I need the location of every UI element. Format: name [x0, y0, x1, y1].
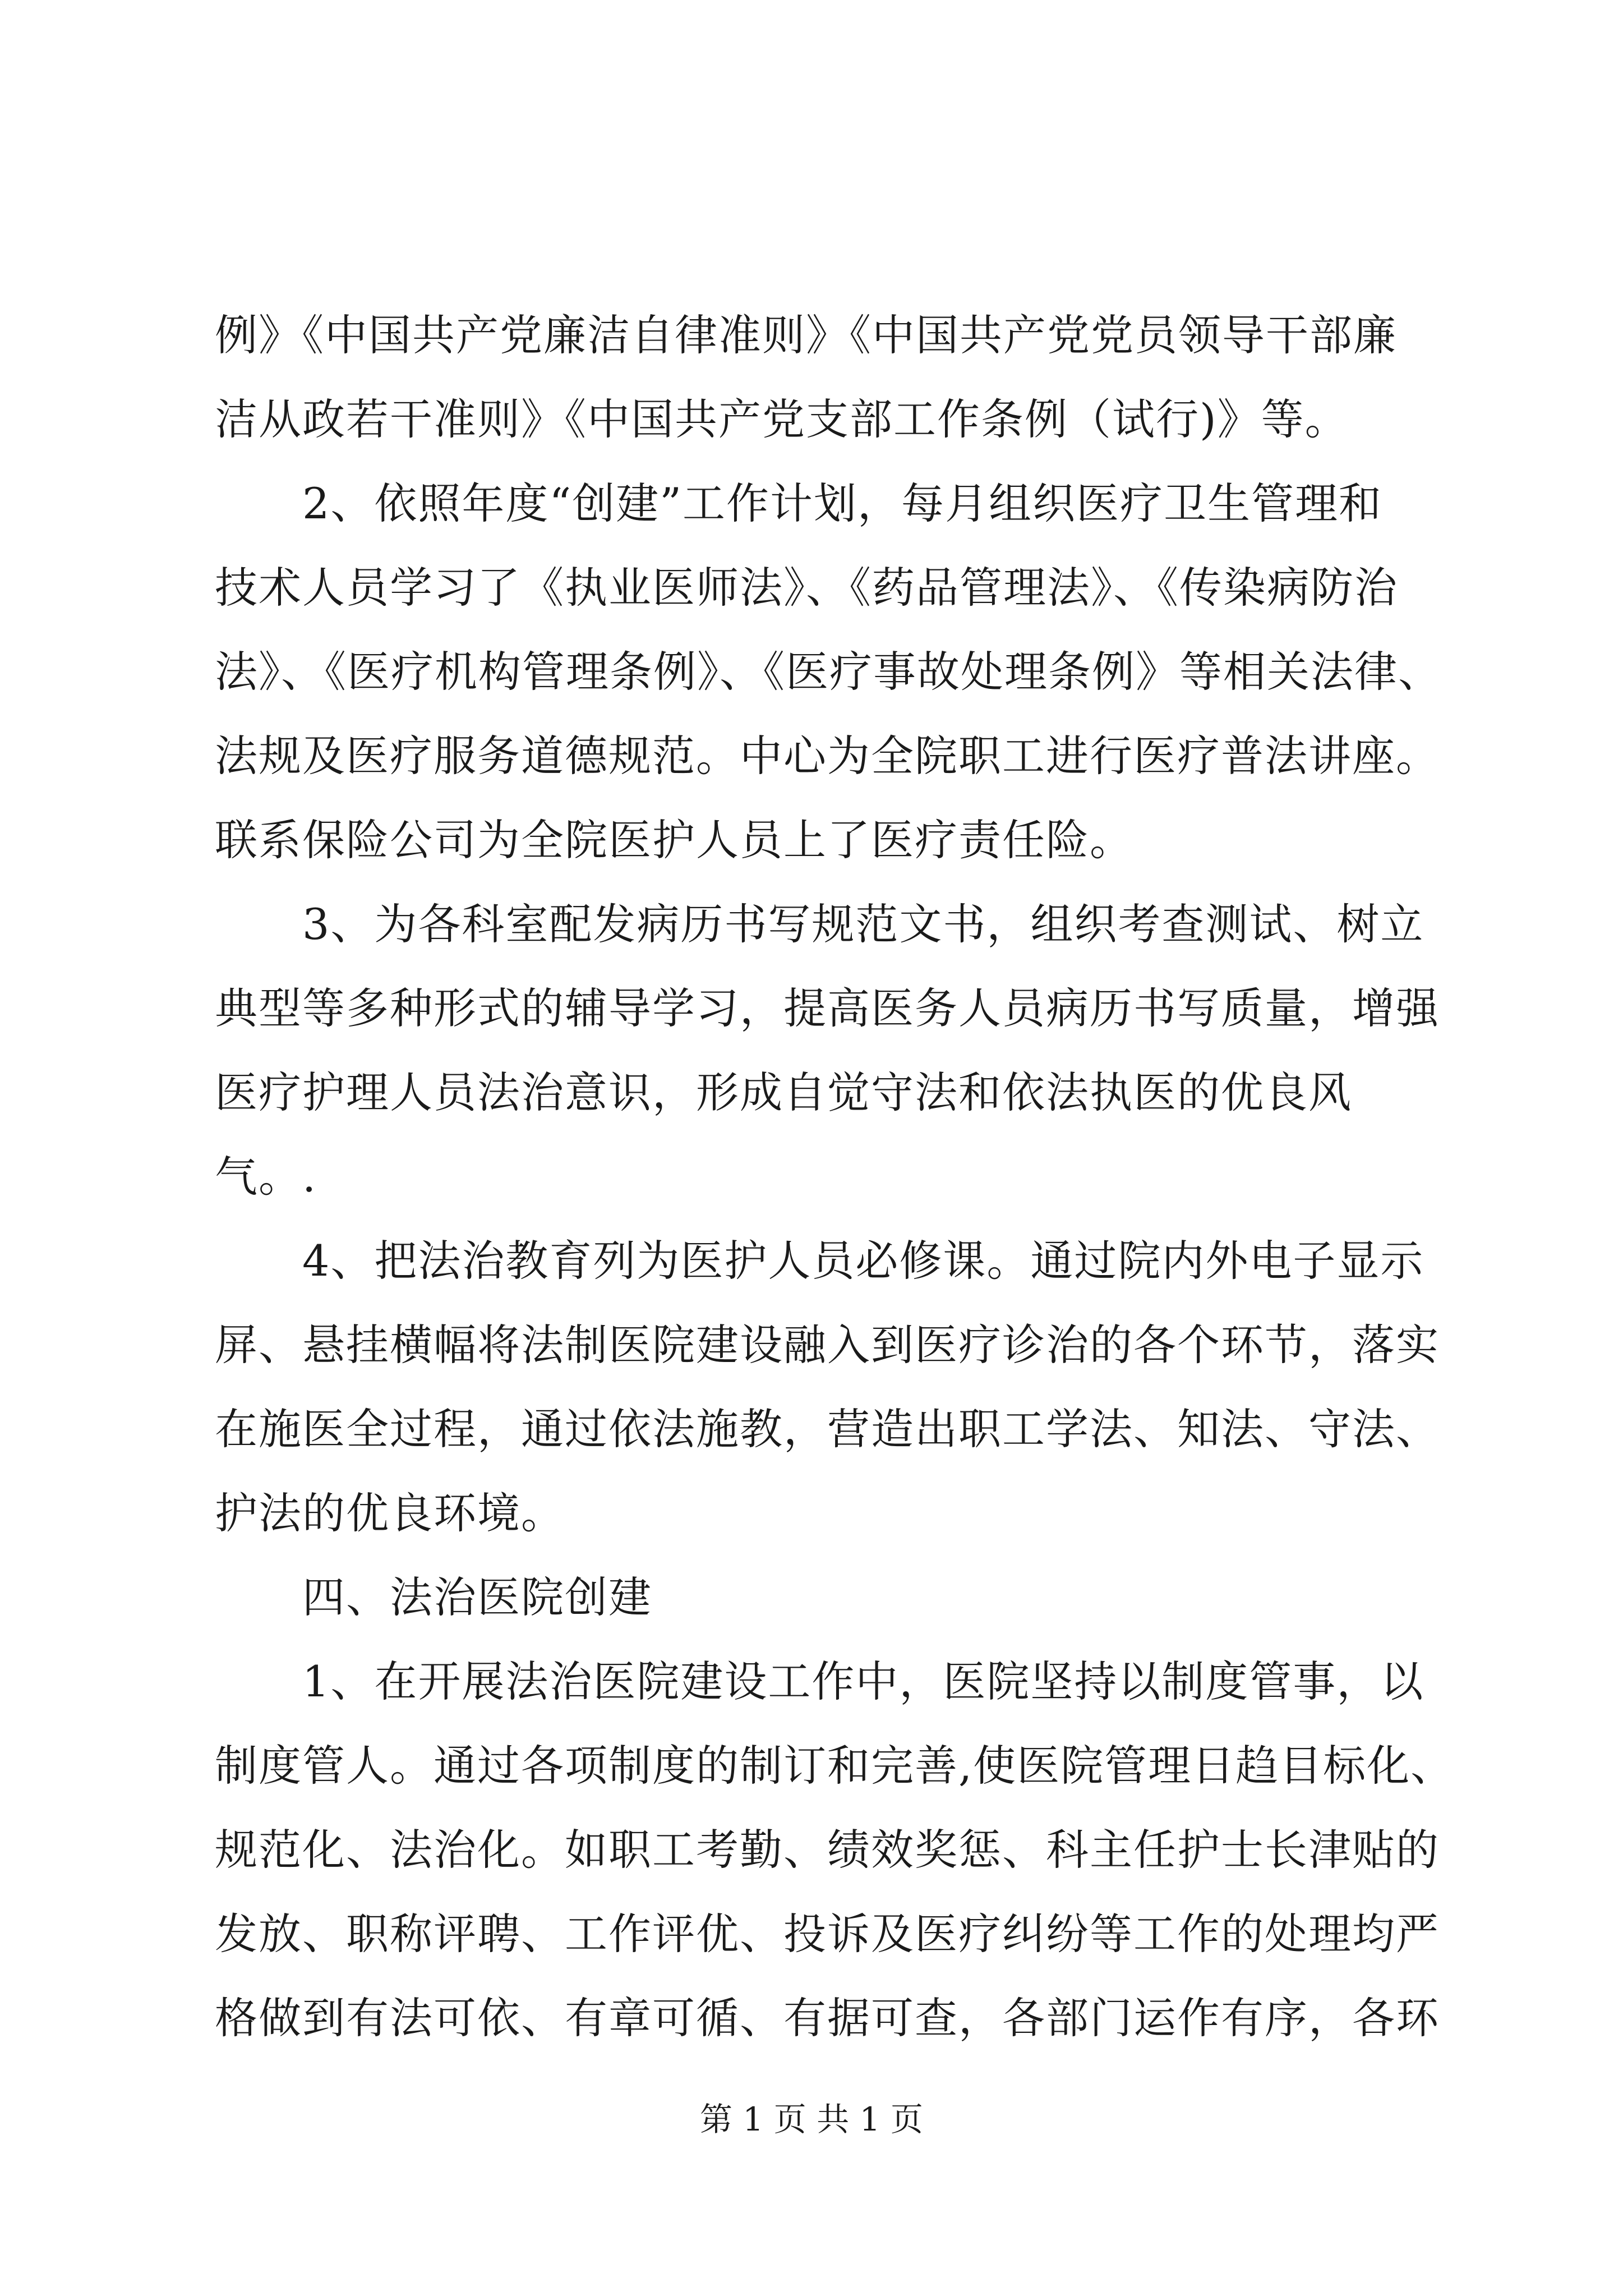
- text-line: 4、把法治教育列为医护人员必修课。通过院内外电子显示: [215, 1236, 1424, 1286]
- text-line: 典型等多种形式的辅导学习，提高医务人员病历书写质量，增强: [215, 983, 1440, 1033]
- text-line: 1、在开展法治医院建设工作中，医院坚持以制度管事，以: [215, 1657, 1424, 1706]
- text-line: 法规及医疗服务道德规范。中心为全院职工进行医疗普法讲座。: [215, 731, 1440, 781]
- text-line: 格做到有法可依、有章可循、有据可查，各部门运作有序，各环: [215, 1993, 1440, 2043]
- text-line: 护法的优良环境。: [215, 1488, 565, 1538]
- text-line: 联系保险公司为全院医护人员上了医疗责任险。: [215, 815, 1133, 865]
- text-line: 屏、悬挂横幅将法制医院建设融入到医疗诊治的各个环节，落实: [215, 1320, 1440, 1370]
- section-heading: 四、法治医院创建: [215, 1572, 652, 1622]
- text-line: 在施医全过程，通过依法施教，营造出职工学法、知法、守法、: [215, 1404, 1440, 1454]
- text-line: 技术人员学习了《执业医师法》、《药品管理法》、《传染病防治: [215, 563, 1398, 613]
- text-line: 2、依照年度“创建”工作计划，每月组织医疗卫生管理和: [215, 478, 1383, 528]
- page-number: 第 1 页 共 1 页: [700, 2100, 923, 2138]
- text-line: 法》、《医疗机构管理条例》、《医疗事故处理条例》等相关法律、: [215, 647, 1442, 697]
- text-line: 发放、职称评聘、工作评优、投诉及医疗纠纷等工作的处理均严: [215, 1909, 1440, 1959]
- text-line: 医疗护理人员法治意识，形成自觉守法和依法执医的优良风: [215, 1068, 1352, 1117]
- text-line: 规范化、法治化。如职工考勤、绩效奖惩、科主任护士长津贴的: [215, 1825, 1440, 1875]
- text-line: 制度管人。通过各项制度的制订和完善,使医院管理日趋目标化、: [215, 1741, 1455, 1791]
- text-line: 气。.: [215, 1152, 317, 1202]
- text-line: 例》《中国共产党廉洁自律准则》《中国共产党党员领导干部廉: [215, 310, 1397, 360]
- text-line: 3、为各科室配发病历书写规范文书，组织考查测试、树立: [215, 899, 1424, 949]
- text-line: 洁从政若干准则》《中国共产党支部工作条例（试行)》等。: [215, 394, 1349, 444]
- page-footer: [0, 2097, 1623, 2142]
